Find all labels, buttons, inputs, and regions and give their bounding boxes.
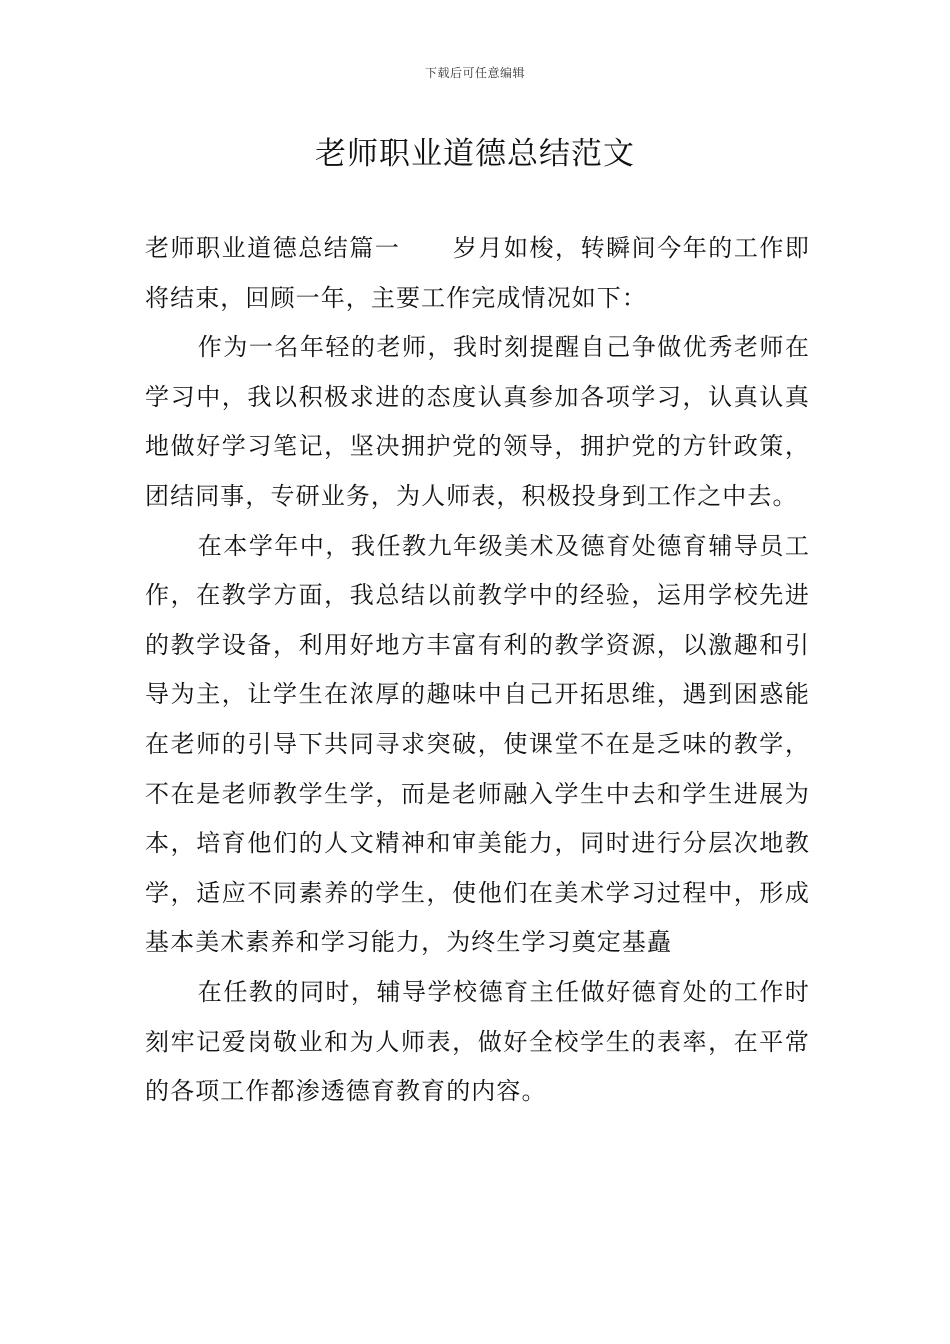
paragraph-3: 在任教的同时，辅导学校德育主任做好德育处的工作时刻牢记爱岗敬业和为人师表，做好全校学生的表率，在平常的各项工作都渗透德育教育的内容。 bbox=[145, 977, 810, 1106]
header-note: 下载后可任意编辑 bbox=[424, 66, 525, 80]
section-heading: 老师职业道德总结篇一 bbox=[145, 234, 401, 262]
intro-text: 岁月如梭，转瞬间今年的工作即将结束，回顾一年，主要工作完成情况如下： bbox=[145, 234, 811, 312]
intro-paragraph bbox=[145, 224, 810, 323]
document-body bbox=[145, 224, 810, 1117]
paragraph-1: 作为一名年轻的老师，我时刻提醒自己争做优秀老师在学习中，我以积极求进的态度认真参加各项学习，认真认真地做好学习笔记，坚决拥护党的领导，拥护党的方针政策，团结同事，专研业务，为人师表，积极投身到工作之中去。 bbox=[145, 333, 810, 510]
paragraph-2: 在本学年中，我任教九年级美术及德育处德育辅导员工作，在教学方面，我总结以前教学中的经验，运用学校先进的教学设备，利用好地方丰富有利的教学资源，以激趣和引导为主，让学生在浓厚的趣味中自己开拓思维，遇到困惑能在老师的引导下共同寻求突破，使课堂不在是乏味的教学，不在是老师教学生学，而是老师融入学生中去和学生进展为本，培育他们的人文精神和审美能力，同时进行分层次地教学，适应不同素养的学生，使他们在美术学习过程中，形成基本美术素养和学习能力，为终生学习奠定基矗 bbox=[145, 531, 810, 957]
document-title: 老师职业道德总结范文 bbox=[315, 136, 635, 172]
